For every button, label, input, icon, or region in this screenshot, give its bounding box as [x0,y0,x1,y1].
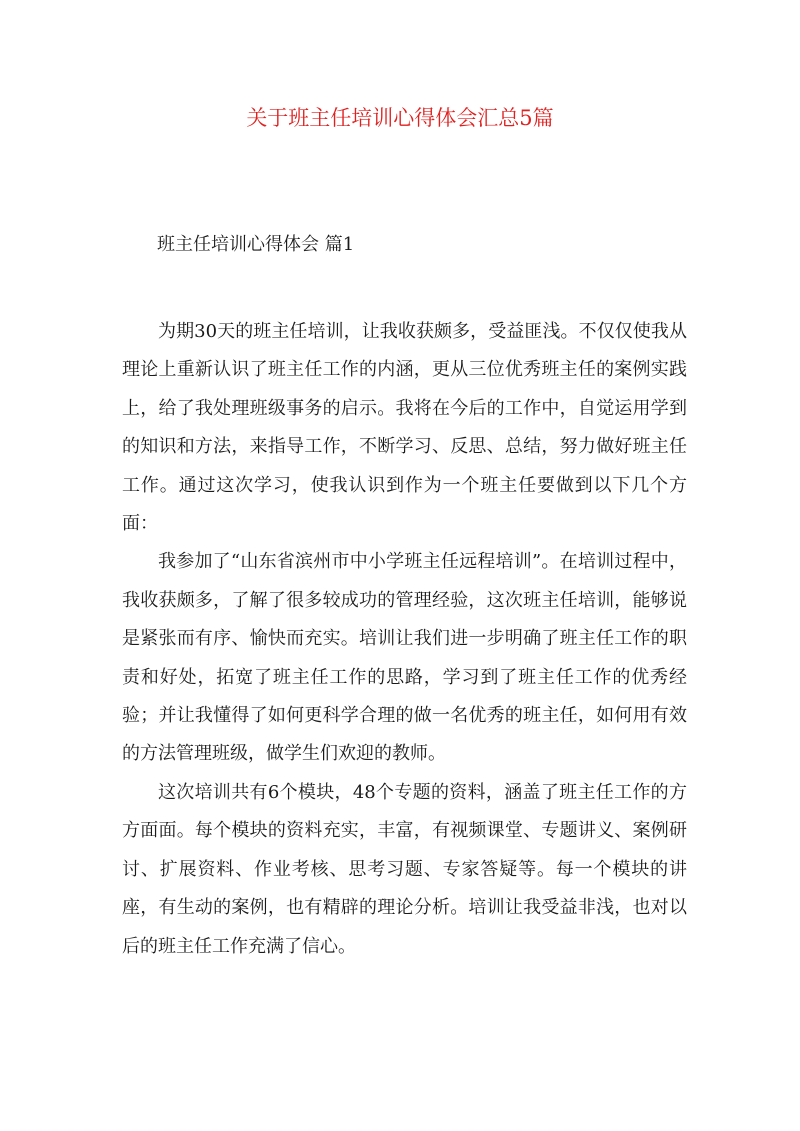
section-heading: 班主任培训心得体会 篇1 [157,234,355,255]
paragraph-3: 这次培训共有6个模块，48个专题的资料，涵盖了班主任工作的方方面面。每个模块的资料充实，丰富，有视频课堂、专题讲义、案例研讨、扩展资料、作业考核、思考习题、专家答疑等。每一个模块的讲座，有生动的案例，也有精辟的理论分析。培训让我受益非浅，也对以后的班主任工作充满了信心。 [122,781,687,957]
document-title: 关于班主任培训心得体会汇总5篇 [246,106,554,130]
paragraph-2: 我参加了“山东省滨州市中小学班主任远程培训”。在培训过程中，我收获颇多，了解了很多较成功的管理经验，这次班主任培训，能够说是紧张而有序、愉快而充实。培训让我们进一步明确了班主任工作的职责和好处，拓宽了班主任工作的思路，学习到了班主任工作的优秀经验；并让我懂得了如何更科学合理的做一名优秀的班主任，如何用有效的方法管理班级，做学生们欢迎的教师。 [122,551,687,765]
document-body [122,313,687,966]
paragraph-1: 为期30天的班主任培训，让我收获颇多，受益匪浅。不仅仅使我从理论上重新认识了班主任工作的内涵，更从三位优秀班主任的案例实践上，给了我处理班级事务的启示。我将在今后的工作中，自觉运用学到的知识和方法，来指导工作，不断学习、反思、总结，努力做好班主任工作。通过这次学习，使我认识到作为一个班主任要做到以下几个方面： [122,321,687,535]
